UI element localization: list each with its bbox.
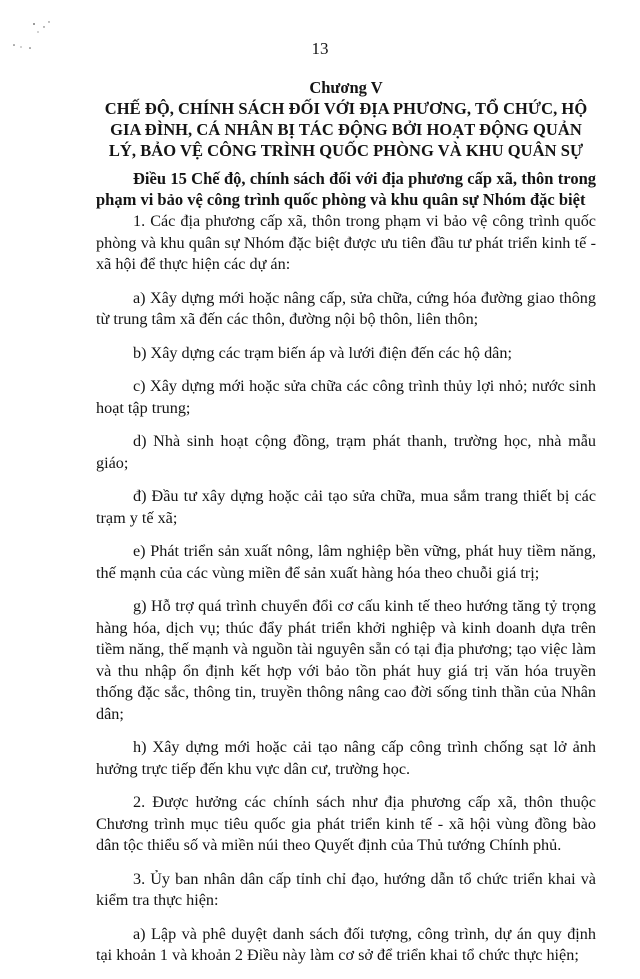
item-h: h) Xây dựng mới hoặc cải tạo nâng cấp công trình chống sạt lở ảnh hưởng trực tiếp đến khu vực dân cư, trường học. xyxy=(96,738,596,778)
article-title: Điều 15 Chế độ, chính sách đối với địa phương cấp xã, thôn trong phạm vi bảo vệ công trình quốc phòng và khu quân sự Nhóm đặc biệt xyxy=(96,169,596,209)
item-3a: a) Lập và phê duyệt danh sách đối tượng, công trình, dự án quy định tại khoản 1 và khoản 2 Điều này làm cơ sở để triển khai tổ chức thực hiện; xyxy=(96,924,596,964)
chapter-heading xyxy=(96,78,596,161)
paragraph-2: 2. Được hưởng các chính sách như địa phương cấp xã, thôn thuộc Chương trình mục tiêu quốc gia phát triển kinh tế - xã hội vùng đồng bào dân tộc thiểu số và miền núi theo Quyết định của Thủ tướng Chính phủ. xyxy=(96,793,596,854)
item-dd: đ) Đầu tư xây dựng hoặc cải tạo sửa chữa, mua sắm trang thiết bị các trạm y tế xã; xyxy=(96,487,596,527)
paragraph-1: 1. Các địa phương cấp xã, thôn trong phạm vi bảo vệ công trình quốc phòng và khu quân sự Nhóm đặc biệt được ưu tiên đầu tư phát triển kinh tế - xã hội để thực hiện các dự án: xyxy=(96,212,596,273)
item-a: a) Xây dựng mới hoặc nâng cấp, sửa chữa, cứng hóa đường giao thông từ trung tâm xã đến các thôn, đường nội bộ thôn, liên thôn; xyxy=(96,288,596,328)
chapter-label: Chương V xyxy=(309,78,383,97)
chapter-title: CHẾ ĐỘ, CHÍNH SÁCH ĐỐI VỚI ĐỊA PHƯƠNG, TỔ CHỨC, HỘ GIA ĐÌNH, CÁ NHÂN BỊ TÁC ĐỘNG BỞI HOẠT ĐỘNG QUẢN LÝ, BẢO VỆ CÔNG TRÌNH QUỐC PHÒNG VÀ KHU QUÂN SỰ xyxy=(104,99,588,160)
article-heading xyxy=(96,168,596,210)
item-g: g) Hỗ trợ quá trình chuyển đổi cơ cấu kinh tế theo hướng tăng tỷ trọng hàng hóa, dịch vụ; thúc đẩy phát triển khởi nghiệp và kinh doanh dựa trên tiềm năng, thế mạnh và nguồn tài nguyên sẵn có tại địa phương; tạo việc làm và thu nhập ổn định kết hợp với bảo tồn phát huy giá trị văn hóa truyền thống đặc sắc, thông tin, truyền thông nâng cao đời sống tinh thần của Nhân dân; xyxy=(96,597,596,723)
item-d: d) Nhà sinh hoạt cộng đồng, trạm phát thanh, trường học, nhà mẫu giáo; xyxy=(96,432,596,472)
paragraph-3: 3. Ủy ban nhân dân cấp tỉnh chỉ đạo, hướng dẫn tổ chức triển khai và kiểm tra thực hiện: xyxy=(96,869,596,909)
article-body xyxy=(96,211,596,979)
item-e: e) Phát triển sản xuất nông, lâm nghiệp bền vững, phát huy tiềm năng, thế mạnh của các vùng miền để sản xuất hàng hóa theo chuỗi giá trị; xyxy=(96,542,596,582)
page-number: 13 xyxy=(311,39,329,58)
item-c: c) Xây dựng mới hoặc sửa chữa các công trình thủy lợi nhỏ; nước sinh hoạt tập trung; xyxy=(96,377,596,417)
item-b: b) Xây dựng các trạm biến áp và lưới điện đến các hộ dân; xyxy=(133,343,512,362)
